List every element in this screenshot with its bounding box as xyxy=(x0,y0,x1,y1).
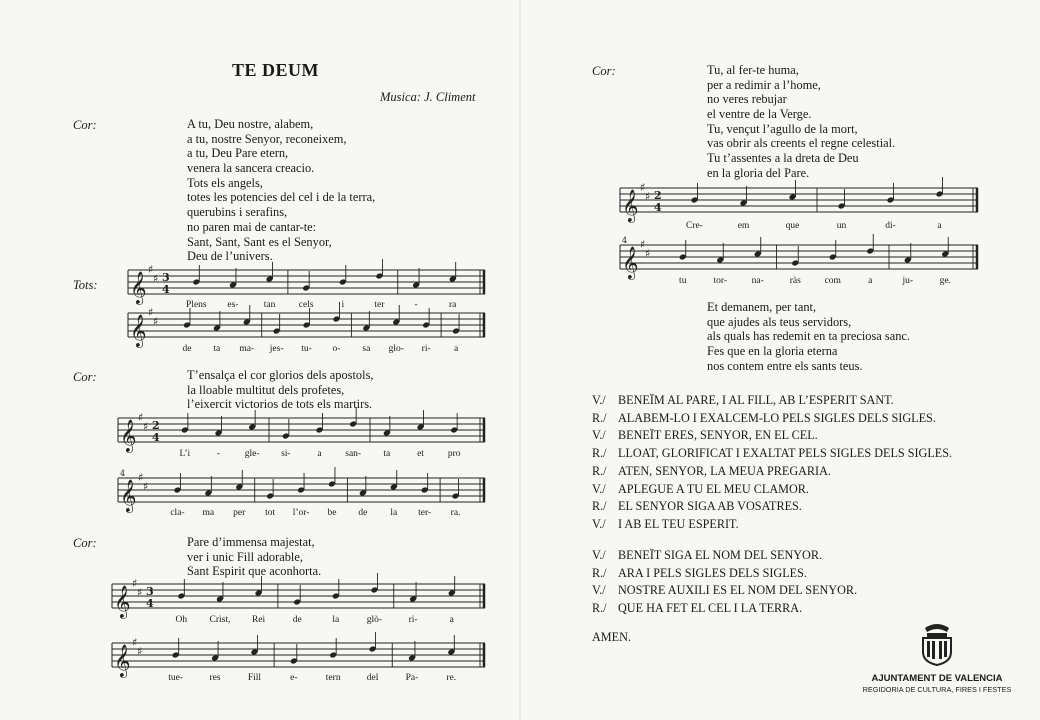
lyric-syllable: a xyxy=(868,276,873,286)
lyric-syllable: be xyxy=(327,508,337,518)
verse-line: nos contem entre els sants teus. xyxy=(707,358,863,373)
coat-of-arms-icon xyxy=(917,620,957,666)
verse-line: a tu, Deu Pare etern, xyxy=(187,146,289,161)
lyric-syllable: a xyxy=(937,221,942,231)
response-text: QUE HA FET EL CEL I LA TERRA. xyxy=(618,601,803,616)
sharp-icon: ♯ xyxy=(143,480,149,493)
time-signature: 3 xyxy=(146,585,154,598)
section-label: Cor: xyxy=(592,64,616,78)
verse-line: Tu, vençut l’agullo de la mort, xyxy=(707,121,858,136)
lyric-syllable: san- xyxy=(345,449,362,459)
amen-text: AMEN. xyxy=(592,630,631,644)
lyric-syllable: de xyxy=(292,615,302,625)
response-tag: V./ xyxy=(592,583,606,598)
lyric-syllable: la xyxy=(390,508,398,518)
lyric-syllable: per xyxy=(233,508,246,518)
sharp-icon: ♯ xyxy=(138,471,144,484)
time-signature: 4 xyxy=(654,201,662,214)
lyric-syllable: o- xyxy=(332,344,341,354)
verse-line: Fes que en la gloria eterna xyxy=(707,344,838,359)
verse-line: a tu, nostre Senyor, reconeixem, xyxy=(187,131,347,146)
time-signature: 2 xyxy=(152,419,160,432)
verse-closing xyxy=(707,300,910,373)
verse-line: no veres rebujar xyxy=(707,92,787,107)
verse-line: Sant Espirit que aconhorta. xyxy=(187,564,322,579)
lyric-syllable: es- xyxy=(227,300,239,310)
verse-line: ver i unic Fill adorable, xyxy=(187,549,303,564)
response-tag: R./ xyxy=(592,601,607,616)
response-tag: V./ xyxy=(592,428,606,443)
response-tag: V./ xyxy=(592,548,606,562)
response-text: LLOAT, GLORIFICAT I EXALTAT PELS SIGLES DELS SIGLES. xyxy=(618,446,953,461)
verse-line: que ajudes als teus servidors, xyxy=(707,314,852,329)
verse-line: Tu t’assentes a la dreta de Deu xyxy=(707,151,859,166)
lyric-syllable: res xyxy=(209,673,221,683)
verse-line: Tots els angels, xyxy=(187,175,263,190)
lyric-syllable: que xyxy=(785,221,800,231)
response-tag: R./ xyxy=(592,565,607,580)
response-text: ATEN, SENYOR, LA MEUA PREGARIA. xyxy=(618,463,831,478)
section-label: Tots: xyxy=(73,278,98,292)
verse-line: A tu, Deu nostre, alabem, xyxy=(187,117,314,131)
lyric-syllable: tu xyxy=(679,276,687,286)
verse-line: vas obrir als creents el regne celestial. xyxy=(707,136,896,151)
sharp-icon: ♯ xyxy=(640,238,646,251)
lyric-syllable: pro xyxy=(447,449,461,459)
page-fold xyxy=(519,0,521,720)
lyric-syllable: ma xyxy=(202,508,215,518)
lyric-syllable: ge. xyxy=(939,276,951,286)
lyric-syllable: glo- xyxy=(388,344,404,354)
lyric-syllable: ma- xyxy=(239,344,255,354)
sharp-icon: ♯ xyxy=(137,645,143,658)
lyric-syllable: tu- xyxy=(301,344,312,354)
lyric-syllable: a xyxy=(449,615,454,625)
sharp-icon: ♯ xyxy=(153,315,159,328)
lyric-syllable: ra xyxy=(448,300,457,310)
treble-clef-icon: 𝄞 xyxy=(130,314,147,347)
lyric-syllable: de xyxy=(358,508,368,518)
treble-clef-icon: 𝄞 xyxy=(120,479,137,512)
lyric-syllable: glò- xyxy=(366,615,383,625)
response-tag: R./ xyxy=(592,499,607,514)
response-text: APLEGUE A TU EL MEU CLAMOR. xyxy=(618,481,809,496)
response-text: ARA I PELS SIGLES DELS SIGLES. xyxy=(618,565,807,580)
song-title: TE DEUM xyxy=(232,60,320,80)
lyric-syllable: Crist, xyxy=(209,615,231,625)
response-tag: V./ xyxy=(592,516,606,531)
verse-line: per a redimir a l’home, xyxy=(707,77,821,92)
time-signature: 4 xyxy=(146,597,154,610)
response-text: BENEÏM AL PARE, I AL FILL, AB L’ESPERIT SANT. xyxy=(618,393,894,407)
measure-number: 4 xyxy=(120,469,126,478)
verse-line: querubins i serafins, xyxy=(187,205,288,220)
sharp-icon: ♯ xyxy=(645,247,651,260)
treble-clef-icon: 𝄞 xyxy=(130,271,147,304)
treble-clef-icon: 𝄞 xyxy=(120,419,137,452)
verse-line: el ventre de la Verge. xyxy=(707,107,812,122)
org-name: AJUNTAMENT DE VALENCIA xyxy=(871,673,1003,684)
lyric-syllable: tern xyxy=(325,673,341,683)
lyric-syllable: ri- xyxy=(421,344,431,354)
lyric-syllable: tan xyxy=(263,300,276,310)
verse-line: la lloable multitut dels profetes, xyxy=(187,382,345,397)
lyric-syllable: L’i xyxy=(179,449,191,459)
lyric-syllable: Cre- xyxy=(686,221,703,231)
lyric-syllable: tue- xyxy=(168,673,184,683)
response-text: I AB EL TEU ESPERIT. xyxy=(618,516,739,531)
lyric-syllable: jes- xyxy=(269,344,284,354)
section-label: Cor: xyxy=(73,370,97,384)
response-tag: V./ xyxy=(592,393,606,407)
lyric-syllable: tor- xyxy=(713,276,728,286)
treble-clef-icon: 𝄞 xyxy=(114,644,131,677)
sharp-icon: ♯ xyxy=(137,586,143,599)
sharp-icon: ♯ xyxy=(640,181,646,194)
measure-number: 4 xyxy=(622,236,628,245)
section-label: Cor: xyxy=(73,536,97,550)
time-signature: 4 xyxy=(152,431,160,444)
sharp-icon: ♯ xyxy=(645,190,651,203)
lyric-syllable: di- xyxy=(885,221,896,231)
lyric-syllable: tot xyxy=(265,508,276,518)
lyric-syllable: ri- xyxy=(408,615,418,625)
sharp-icon: ♯ xyxy=(148,306,154,319)
lyric-syllable: a xyxy=(317,449,322,459)
response-text: EL SENYOR SIGA AB VOSATRES. xyxy=(618,499,802,514)
lyric-syllable: del xyxy=(366,673,379,683)
lyric-syllable: ra. xyxy=(450,508,461,518)
lyric-syllable: cla- xyxy=(170,508,185,518)
verse-line: no paren mai de cantar-te: xyxy=(187,219,317,234)
lyric-syllable: gle- xyxy=(244,449,260,459)
lyric-syllable: ju- xyxy=(902,276,914,286)
verse-cor-2 xyxy=(187,368,374,412)
city-logo xyxy=(862,620,1012,694)
response-tag: V./ xyxy=(592,481,606,496)
lyric-syllable: de xyxy=(182,344,192,354)
verse-line: Pare d’immensa majestat, xyxy=(187,535,315,549)
verse-line: Et demanem, per tant, xyxy=(707,300,817,314)
verse-cor-3 xyxy=(187,535,321,579)
department-name: REGIDORIA DE CULTURA, FIRES I FESTES xyxy=(862,685,1012,694)
lyric-syllable: - xyxy=(216,449,221,459)
sharp-icon: ♯ xyxy=(132,577,138,590)
response-text: NOSTRE AUXILI ES EL NOM DEL SENYOR. xyxy=(618,583,858,598)
response-text: ALABEM-LO I EXALCEM-LO PELS SIGLES DELS SIGLES. xyxy=(618,410,936,425)
lyric-syllable: na- xyxy=(751,276,764,286)
sharp-icon: ♯ xyxy=(138,411,144,424)
verse-line: Deu de l’univers. xyxy=(187,249,273,264)
lyric-syllable: re. xyxy=(446,673,457,683)
lyric-syllable: Plens xyxy=(186,300,207,310)
lyric-syllable: - xyxy=(414,300,418,310)
response-tag: R./ xyxy=(592,463,607,478)
verse-line: en la gloria del Pare. xyxy=(707,165,810,180)
lyric-syllable: sa xyxy=(362,344,371,354)
sharp-icon: ♯ xyxy=(148,263,154,276)
sharp-icon: ♯ xyxy=(153,272,159,285)
lyric-syllable: cels xyxy=(298,300,314,310)
treble-clef-icon: 𝄞 xyxy=(622,189,639,222)
response-tag: R./ xyxy=(592,446,607,461)
section-label: Cor: xyxy=(73,118,97,132)
lyric-syllable: e- xyxy=(290,673,298,683)
lyric-syllable: ter- xyxy=(418,508,432,518)
lyric-syllable: ta xyxy=(213,344,221,354)
verse-cor-1 xyxy=(187,117,375,264)
verse-line: als quals has redemit en ta preciosa sanc. xyxy=(707,329,910,344)
lyric-syllable: i xyxy=(341,300,345,310)
response-text: BENEÏT SIGA EL NOM DEL SENYOR. xyxy=(618,548,823,562)
verse-line: l’eixercit victorios de tots els martirs. xyxy=(187,397,373,412)
verse-cor-4 xyxy=(707,63,895,181)
response-tag: R./ xyxy=(592,410,607,425)
sharp-icon: ♯ xyxy=(143,420,149,433)
composer-credit: Musica: J. Climent xyxy=(380,90,476,104)
lyric-syllable: la xyxy=(332,615,340,625)
response-text: BENEÏT ERES, SENYOR, EN EL CEL. xyxy=(618,428,818,443)
lyric-syllable: Oh xyxy=(175,615,188,625)
sharp-icon: ♯ xyxy=(132,636,138,649)
lyric-syllable: un xyxy=(836,221,847,231)
lyric-syllable: Pa- xyxy=(405,673,419,683)
time-signature: 2 xyxy=(654,189,662,202)
lyric-syllable: Fill xyxy=(247,673,262,683)
verse-line: Sant, Sant, Sant es el Senyor, xyxy=(187,234,332,249)
lyric-syllable: Rei xyxy=(251,615,266,625)
treble-clef-icon: 𝄞 xyxy=(622,246,639,279)
time-signature: 4 xyxy=(162,283,170,296)
lyric-syllable: ta xyxy=(383,449,391,459)
lyric-syllable: et xyxy=(417,449,424,459)
verse-line: Tu, al fer-te huma, xyxy=(707,63,799,77)
treble-clef-icon: 𝄞 xyxy=(114,585,131,618)
lyric-syllable: em xyxy=(737,221,750,231)
lyric-syllable: si- xyxy=(281,449,291,459)
lyric-syllable: ràs xyxy=(789,276,801,286)
verse-line: venera la sancera creacio. xyxy=(187,161,315,176)
lyric-syllable: com xyxy=(824,276,841,286)
lyric-syllable: l’or- xyxy=(292,508,310,518)
time-signature: 3 xyxy=(162,271,170,284)
verse-line: totes les potencies del cel i de la terra, xyxy=(187,190,376,205)
lyric-syllable: ter xyxy=(374,300,385,310)
verse-line: T’ensalça el cor glorios dels apostols, xyxy=(187,368,374,382)
lyric-syllable: a xyxy=(453,344,459,354)
